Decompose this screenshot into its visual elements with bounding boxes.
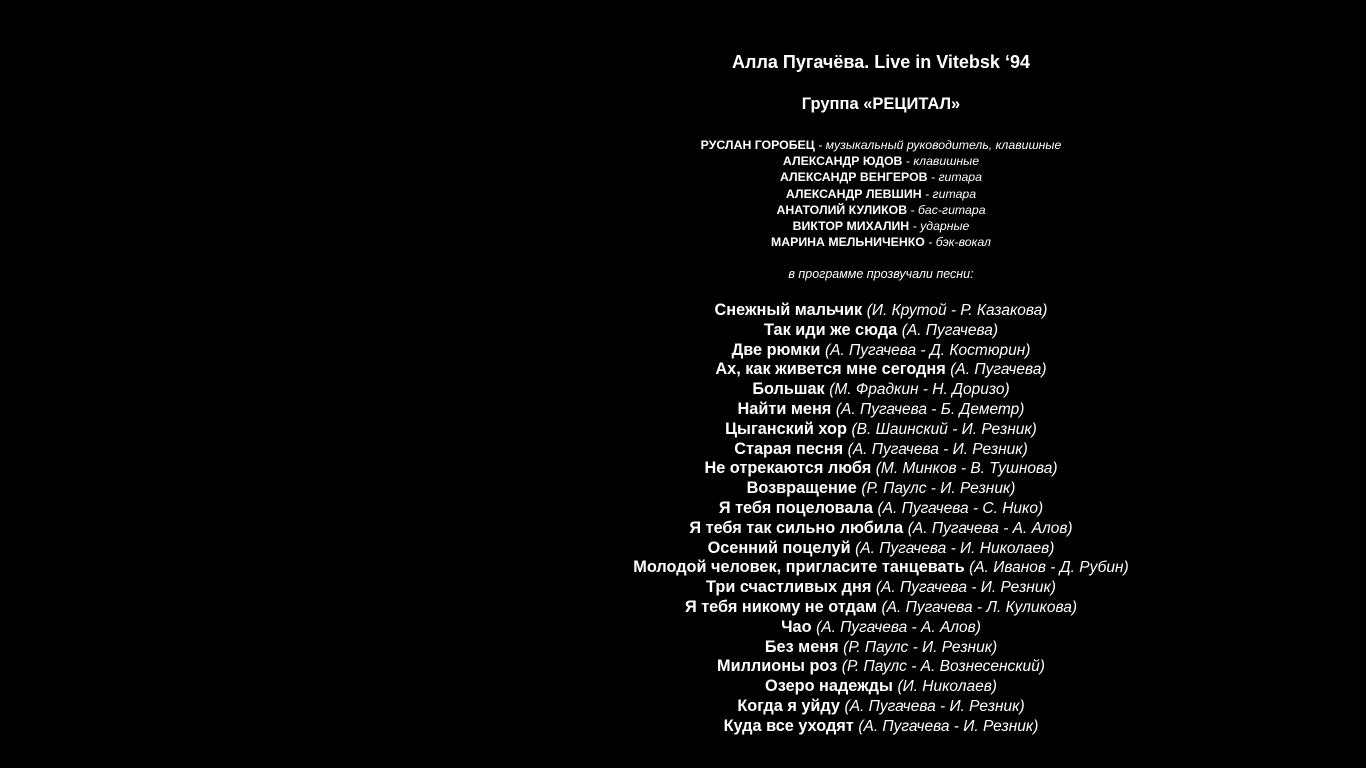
song-row <box>531 717 1231 737</box>
member-name: РУСЛАН ГОРОБЕЦ <box>700 138 815 152</box>
song-authors: (А. Пугачева - А. Алов) <box>816 618 981 636</box>
member-name: АЛЕКСАНДР ЛЕВШИН <box>785 186 922 201</box>
song-authors: (А. Пугачева - Л. Куликова) <box>881 598 1078 616</box>
song-authors: (А. Пугачева - Б. Деметр) <box>835 400 1025 418</box>
song-row <box>531 400 1231 420</box>
song-title: Так иди же сюда <box>763 320 898 339</box>
song-title: Две рюмки <box>731 340 821 359</box>
song-authors: (В. Шаинский - И. Резник) <box>851 420 1037 438</box>
member-row <box>531 234 1231 250</box>
song-authors: (Р. Паулс - И. Резник) <box>843 638 998 656</box>
member-role: - бэк-вокал <box>928 235 991 250</box>
song-title: Я тебя так сильно любила <box>689 518 904 537</box>
member-row <box>531 153 1231 169</box>
song-authors: (И. Крутой - Р. Казакова) <box>866 302 1048 319</box>
song-title: Молодой человек, пригласите танцевать <box>633 558 965 577</box>
song-row <box>531 420 1231 440</box>
song-row <box>531 321 1231 341</box>
song-title: Миллионы роз <box>717 657 838 676</box>
song-row <box>531 479 1231 499</box>
song-title: Найти меня <box>737 399 832 418</box>
song-row <box>531 360 1231 380</box>
member-role: - музыкальный руководитель, клавишные <box>818 138 1062 152</box>
songs-intro: в программе прозвучали песни: <box>788 267 974 281</box>
song-row <box>531 598 1231 618</box>
song-title: Ах, как живется мне сегодня <box>715 360 946 379</box>
member-role: - гитара <box>930 170 982 185</box>
member-role: - ударные <box>912 219 970 234</box>
song-row <box>531 578 1231 598</box>
song-authors: (И. Николаев) <box>897 678 997 696</box>
song-title: Осенний поцелуй <box>707 538 851 557</box>
member-name: ВИКТОР МИХАЛИН <box>792 219 910 234</box>
member-role: - клавишные <box>905 154 980 169</box>
song-title: Цыганский хор <box>725 419 847 438</box>
song-row <box>531 341 1231 361</box>
song-row <box>531 301 1231 321</box>
concert-title: Алла Пугачёва. Live in Vitebsk ‘94 <box>732 52 1030 72</box>
song-row <box>531 499 1231 519</box>
song-row <box>531 638 1231 658</box>
song-title: Я тебя поцеловала <box>718 498 873 517</box>
member-name: АНАТОЛИЙ КУЛИКОВ <box>776 202 908 217</box>
song-title: Не отрекаются любя <box>704 459 872 478</box>
member-name: МАРИНА МЕЛЬНИЧЕНКО <box>771 235 925 250</box>
song-row <box>531 697 1231 717</box>
song-title: Возвращение <box>746 479 857 498</box>
song-authors: (А. Иванов - Д. Рубин) <box>969 559 1129 577</box>
song-authors: (А. Пугачева - И. Резник) <box>847 440 1028 458</box>
song-authors: (А. Пугачева - И. Резник) <box>875 579 1056 597</box>
song-authors: (А. Пугачева) <box>901 321 999 339</box>
song-authors: (М. Минков - В. Тушнова) <box>875 460 1058 478</box>
group-name: Группа «РЕЦИТАЛ» <box>801 95 961 113</box>
member-role: - гитара <box>925 186 977 201</box>
song-authors: (Р. Паулс - А. Вознесенский) <box>841 658 1045 676</box>
song-title: Без меня <box>764 637 839 656</box>
song-row <box>531 677 1231 697</box>
member-row <box>531 186 1231 202</box>
song-row <box>531 519 1231 539</box>
member-role: - бас-гитара <box>910 202 986 217</box>
song-row <box>531 539 1231 559</box>
member-row <box>531 218 1231 234</box>
song-title: Большак <box>752 380 825 399</box>
song-authors: (А. Пугачева) <box>950 361 1047 379</box>
song-row <box>531 618 1231 638</box>
song-authors: (М. Фрадкин - Н. Доризо) <box>829 381 1010 399</box>
song-title: Старая песня <box>734 439 844 458</box>
song-list <box>531 301 1231 737</box>
song-authors: (А. Пугачева - И. Резник) <box>858 717 1039 735</box>
member-row <box>531 169 1231 185</box>
song-title: Три счастливых дня <box>706 578 872 597</box>
song-title: Чао <box>781 617 812 636</box>
song-authors: (А. Пугачева - И. Резник) <box>844 697 1025 715</box>
song-row <box>531 440 1231 460</box>
song-title: Я тебя никому не отдам <box>684 597 877 616</box>
song-title: Снежный мальчик <box>714 301 863 319</box>
song-authors: (А. Пугачева - С. Нико) <box>877 499 1044 517</box>
song-authors: (А. Пугачева - Д. Костюрин) <box>824 341 1031 359</box>
member-row <box>531 137 1231 153</box>
song-title: Куда все уходят <box>723 716 854 735</box>
song-row <box>531 459 1231 479</box>
song-authors: (А. Пугачева - И. Николаев) <box>855 539 1055 557</box>
song-title: Когда я уйду <box>737 696 840 715</box>
member-name: АЛЕКСАНДР ВЕНГЕРОВ <box>779 170 928 185</box>
member-list <box>531 137 1231 250</box>
song-row <box>531 558 1231 578</box>
song-row <box>531 380 1231 400</box>
member-row <box>531 202 1231 218</box>
song-title: Озеро надежды <box>765 677 893 696</box>
song-authors: (А. Пугачева - А. Алов) <box>907 519 1073 537</box>
member-name: АЛЕКСАНДР ЮДОВ <box>782 154 903 169</box>
song-row <box>531 657 1231 677</box>
song-authors: (Р. Паулс - И. Резник) <box>861 480 1016 498</box>
